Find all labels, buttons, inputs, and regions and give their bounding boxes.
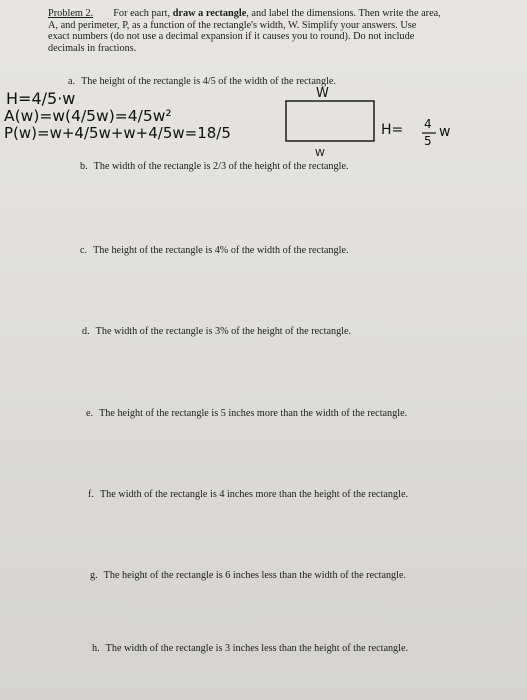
problem-number: Problem 2. <box>48 8 94 19</box>
part-text: The width of the rectangle is 3 inches less than the height of the rectangle. <box>105 643 409 654</box>
intro-line-3: exact numbers (do not use a decimal expansion if it causes you to round). Do not include <box>48 31 415 43</box>
drawn-rectangle <box>286 101 374 141</box>
intro-text-2: , and label the dimensions. Then write the area, <box>246 8 441 19</box>
part-text: The height of the rectangle is 4/5 of the width of the rectangle. <box>81 76 336 87</box>
part-letter: g. <box>90 570 98 581</box>
part-text: The height of the rectangle is 6 inches less than the width of the rectangle. <box>103 570 407 581</box>
part-text: The height of the rectangle is 4% of the width of the rectangle. <box>93 245 349 256</box>
rect-width-label-bottom: W <box>315 148 325 159</box>
part-letter: e. <box>86 408 94 419</box>
part-letter: a. <box>68 76 76 87</box>
rect-width-label: W <box>316 86 329 101</box>
fraction-numerator: 4 <box>424 117 432 131</box>
intro-bold-text: draw a rectangle <box>172 8 247 19</box>
perimeter-expression: P(w)=w+4/5w+w+4/5w=18/5 <box>4 124 231 142</box>
part-letter: f. <box>88 489 94 500</box>
part-letter: b. <box>80 161 88 172</box>
part-text: The width of the rectangle is 3% of the height of the rectangle. <box>95 326 352 337</box>
part-letter: c. <box>80 245 88 256</box>
part-text: The height of the rectangle is 5 inches more than the width of the rectangle. <box>99 408 408 419</box>
part-letter: d. <box>82 326 90 337</box>
part-letter: h. <box>92 643 100 654</box>
intro-text-1: For each part, <box>113 8 171 19</box>
part-text: The width of the rectangle is 4 inches more than the height of the rectangle. <box>99 489 409 500</box>
part-text: The width of the rectangle is 2/3 of the height of the rectangle. <box>93 161 349 172</box>
height-definition: H=4/5·w <box>6 89 76 108</box>
fraction-variable: w <box>439 124 451 140</box>
fraction-denominator: 5 <box>424 134 432 148</box>
intro-line-4: decimals in fractions. <box>48 42 137 54</box>
area-expression: A(w)=w(4/5w)=4/5w² <box>4 107 172 125</box>
intro-line-2: A, and perimeter, P, as a function of the rectangle's width, W. Simplify your answers. Use <box>48 19 417 31</box>
rect-height-label: H= <box>381 122 404 138</box>
